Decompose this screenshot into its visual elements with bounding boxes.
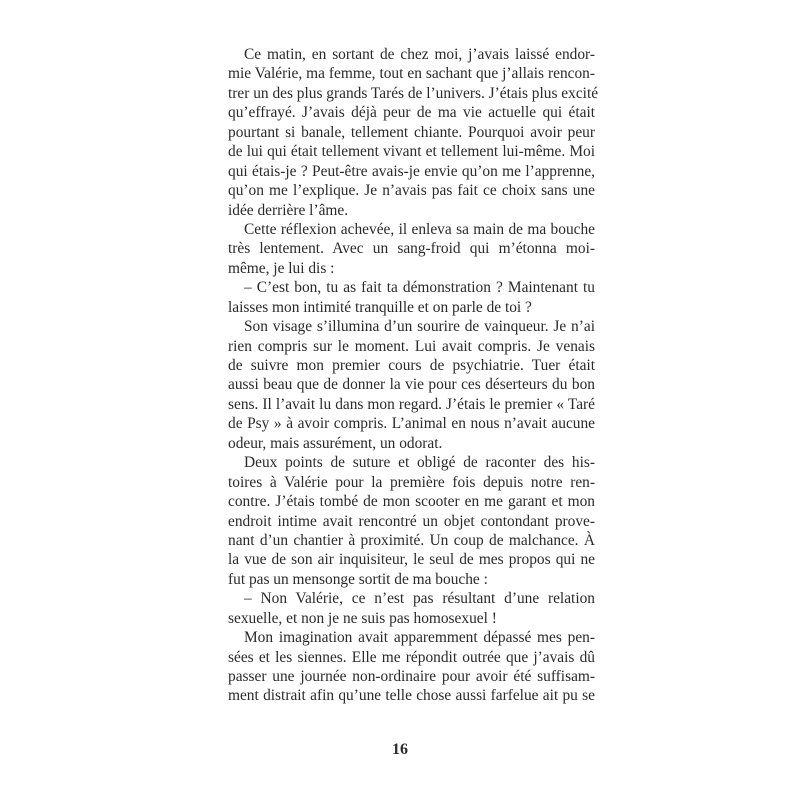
paragraph xyxy=(228,628,595,706)
text-line: très lentement. Avec un sang-froid qui m’étonna moi- xyxy=(228,240,595,258)
text-line: trer un des plus grands Tarés de l’univers. J’étais plus excité xyxy=(228,84,599,102)
text-line: même, je lui dis : xyxy=(228,259,335,277)
text-line: pourtant si banale, tellement chiante. Pourquoi avoir peur xyxy=(228,123,595,141)
text-line: – C’est bon, tu as fait ta démonstration ? Maintenant tu xyxy=(244,279,595,297)
text-line: Son visage s’illumina d’un sourire de vainqueur. Je n’ai xyxy=(244,318,595,336)
text-line: ment distrait afin qu’une telle chose aussi farfelue ait pu se xyxy=(228,687,595,705)
text-line: Mon imagination avait apparemment dépassé mes pen- xyxy=(244,629,595,647)
paragraph xyxy=(228,45,599,220)
text-line: contre. J’étais tombé de mon scooter en me garant et mon xyxy=(228,493,595,511)
text-line: qu’effrayé. J’avais déjà peur de ma vie actuelle qui était xyxy=(228,104,595,122)
text-line: toires à Valérie pour la première fois depuis notre ren- xyxy=(228,473,595,491)
paragraph xyxy=(228,278,595,317)
text-line: Ce matin, en sortant de chez moi, j’avais laissé endor- xyxy=(244,46,595,63)
text-line: fut pas un mensonge sortit de ma bouche : xyxy=(228,570,488,588)
page-number: 16 xyxy=(392,741,408,758)
text-line: qui étais-je ? Peut-être avais-je envie qu’on me l’apprenne, xyxy=(228,162,595,180)
text-line: sexuelle, et non je ne suis pas homosexuel ! xyxy=(228,609,497,627)
text-line: laisses mon intimité tranquille et on parle de toi ? xyxy=(228,298,532,316)
text-line: de suivre mon premier cours de psychiatrie. Tuer était xyxy=(228,357,595,374)
paragraph xyxy=(228,220,595,278)
text-line: nant d’un chantier à proximité. Un coup de malchance. À xyxy=(228,531,595,549)
text-line: de Psy » à avoir compris. L’animal en nous n’avait aucune xyxy=(228,415,595,433)
text-line: rien compris sur le moment. Lui avait compris. Je venais xyxy=(228,337,595,355)
text-line: – Non Valérie, ce n’est pas résultant d’une relation xyxy=(244,590,595,608)
text-line: mie Valérie, ma femme, tout en sachant que j’allais rencon- xyxy=(228,65,595,83)
text-line: Cette réflexion achevée, il enleva sa main de ma bouche xyxy=(244,220,595,238)
text-line: endroit intime avait rencontré un objet contondant prove- xyxy=(228,512,595,530)
text-line: aussi beau que de donner la vie pour ces déserteurs du bon xyxy=(228,376,595,394)
text-line: de lui qui était tellement vivant et tellement lui-même. Moi xyxy=(228,143,595,161)
body-text xyxy=(228,45,599,706)
text-line: odeur, mais assurément, un odorat. xyxy=(228,434,443,452)
paragraph xyxy=(228,317,595,453)
text-line: sées et les siennes. Elle me répondit outrée que j’avais dû xyxy=(228,648,595,666)
text-line: Deux points de suture et obligé de raconter des his- xyxy=(244,454,595,472)
paragraph xyxy=(228,589,595,628)
text-line: qu’on me l’explique. Je n’avais pas fait ce choix sans une xyxy=(228,182,595,200)
text-line: sens. Il l’avait lu dans mon regard. J’étais le premier « Taré xyxy=(228,395,595,413)
text-line: passer une journée non-ordinaire pour avoir été suffisam- xyxy=(228,668,595,685)
paragraph xyxy=(228,453,595,589)
text-line: la vue de son air inquisiteur, le seul de mes propos qui ne xyxy=(228,551,595,569)
text-line: idée derrière l’âme. xyxy=(228,201,349,219)
